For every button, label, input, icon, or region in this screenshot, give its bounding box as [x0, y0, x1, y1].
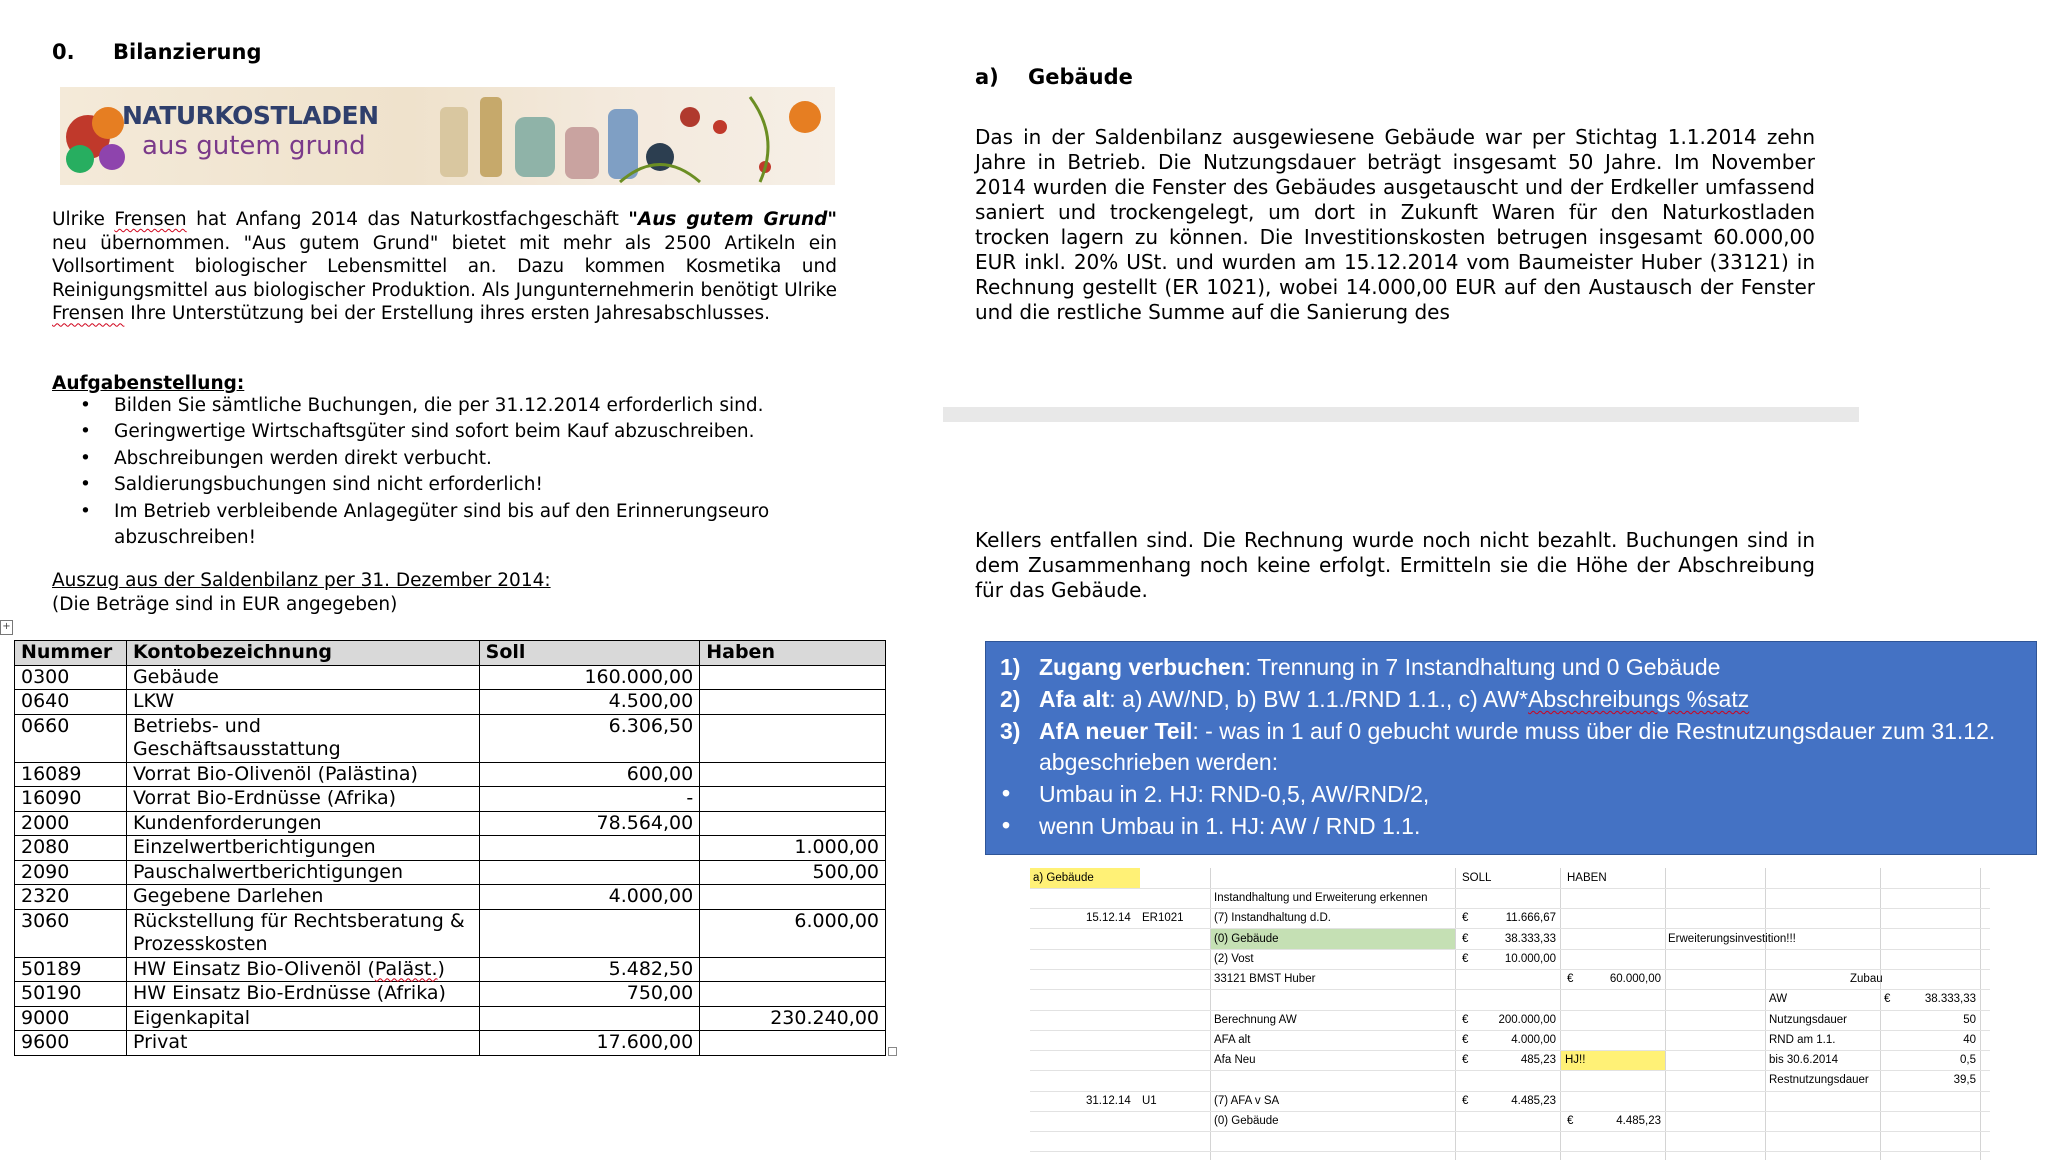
sheet-cell-currency: € [1462, 953, 1469, 965]
solution-steps-box [985, 641, 2037, 855]
cell-haben [700, 714, 886, 762]
cell-account [126, 957, 479, 982]
intro-text-2: neu übernommen. "Aus gutem Grund" bietet mit mehr als 2500 Artikeln ein Vollsortiment biologischer Lebensmittel an. Dazu kommen Kosmetika und Reinigungsmittel aus biologischer Produktion. Als Jungunternehmerin benötigt Ulrike [52, 232, 837, 301]
cell-soll [479, 860, 700, 885]
cell-soll: 600,00 [479, 762, 700, 787]
task-item: • Saldierungsbuchungen sind nicht erforderlich! [60, 472, 850, 498]
balance-table [14, 640, 886, 1056]
step-number: 3) [1000, 718, 1021, 744]
task-item: • Im Betrieb verbleibende Anlagegüter sind bis auf den Erinnerungseuro abzuschreiben! [60, 499, 850, 552]
building-paragraph-2: Kellers entfallen sind. Die Rechnung wurde noch nicht bezahlt. Buchungen sind in dem Zusammenhang noch keine erfolgt. Ermitteln sie die Höhe der Abschreibung für das Gebäude. [975, 528, 1815, 602]
bullet-item-2: wenn Umbau in 1. HJ: AW / RND 1.1. [1039, 813, 1421, 839]
sheet-side-currency: € [1884, 993, 1891, 1005]
cell-account: LKW [126, 690, 479, 715]
table-row [15, 836, 886, 861]
sheet-soll-header: SOLL [1462, 872, 1492, 884]
cell-account-text: HW Einsatz Bio-Olivenöl ( [132, 957, 375, 980]
cell-haben: 230.240,00 [700, 1006, 886, 1031]
cell-soll: 750,00 [479, 982, 700, 1007]
sheet-title: a) Gebäude [1033, 872, 1094, 884]
table-row [15, 690, 886, 715]
intro-paragraph [52, 208, 837, 326]
cell-haben [700, 787, 886, 812]
intro-text-3: Ihre Unterstützung bei der Erstellung ihres ersten Jahresabschlusses. [130, 303, 770, 325]
step-3 [1039, 716, 1995, 746]
sheet-cell-currency: € [1567, 1115, 1574, 1127]
building-paragraph-1: Das in der Saldenbilanz ausgewiesene Gebäude war per Stichtag 1.1.2014 zehn Jahre in Betrieb. Die Nutzungsdauer beträgt insgesamt 50 Jahre. Im November 2014 wurden die Fenster des Gebäudes ausgetauscht und der Erdkeller umfassend saniert und trockengelegt, um dort in Zukunft Waren für den Naturkostladen trocken lagern zu können. Die Investitionskosten betrugen insgesamt 60.000,00 EUR inkl. 20% USt. und wurden am 15.12.2014 vom Baumeister Huber (33121) in Rechnung gestellt (ER 1021), wobei 14.000,00 EUR auf den Austausch der Fenster und die restliche Summe auf die Sanierung des [975, 125, 1815, 324]
sheet-side-label: bis 30.6.2014 [1769, 1054, 1839, 1066]
step-2-title: Afa alt [1039, 686, 1110, 712]
sheet-cell-soll: 11.666,67 [1505, 912, 1556, 924]
cell-soll [479, 836, 700, 861]
task-item: • Bilden Sie sämtliche Buchungen, die per 31.12.2014 erforderlich sind. [60, 393, 850, 419]
sheet-cell-date: 31.12.14 [1086, 1095, 1131, 1107]
cell-haben [700, 665, 886, 690]
spreadsheet-snippet [1030, 868, 1990, 1160]
sheet-cell-currency: € [1462, 1014, 1469, 1026]
sheet-cell: 33121 BMST Huber [1214, 973, 1316, 985]
task-heading: Aufgabenstellung: [52, 373, 245, 394]
step-3-text: : - was in 1 auf 0 gebucht wurde muss über die Restnutzungsdauer zum 31.12. [1192, 718, 1996, 744]
step-number: 2) [1000, 686, 1021, 712]
table-move-handle[interactable]: + [0, 620, 13, 635]
table-row [15, 1006, 886, 1031]
sheet-cell-soll: 4.485,23 [1511, 1095, 1556, 1107]
cell-haben [700, 690, 886, 715]
cell-haben [700, 982, 886, 1007]
task-item: • Geringwertige Wirtschaftsgüter sind sofort beim Kauf abzuschreiben. [60, 419, 850, 445]
sheet-cell-currency: € [1462, 1095, 1469, 1107]
cell-account: Rückstellung für Rechtsberatung & Prozesskosten [126, 909, 479, 957]
section-title: Bilanzierung [113, 40, 262, 64]
sheet-side-label: AW [1769, 993, 1788, 1005]
cell-haben [700, 762, 886, 787]
sheet-cell: Berechnung AW [1214, 1014, 1297, 1026]
banner-logo-line2: aus gutem grund [142, 131, 366, 161]
sheet-cell: (0) Gebäude [1214, 933, 1279, 945]
cell-account: Vorrat Bio-Olivenöl (Palästina) [126, 762, 479, 787]
sheet-cell-note: Erweiterungsinvestition!!! [1668, 933, 1796, 945]
sheet-cell-currency: € [1462, 912, 1469, 924]
sheet-cell: Instandhaltung und Erweiterung erkennen [1214, 892, 1428, 904]
cell-number: 2320 [15, 885, 127, 910]
sheet-cell-soll: 4.000,00 [1511, 1034, 1556, 1046]
cell-soll: 78.564,00 [479, 811, 700, 836]
sheet-side-value: 39,5 [1953, 1074, 1976, 1086]
intro-surname: Frensen [114, 209, 187, 230]
sheet-side-label: Restnutzungsdauer [1769, 1074, 1869, 1086]
table-row [15, 762, 886, 787]
step-3-title: AfA neuer Teil [1039, 718, 1193, 744]
balance-table-body [15, 665, 886, 1055]
col-header-haben: Haben [700, 641, 886, 666]
sheet-cell-soll: 200.000,00 [1498, 1014, 1556, 1026]
cell-account: Gegebene Darlehen [126, 885, 479, 910]
cell-account: Vorrat Bio-Erdnüsse (Afrika) [126, 787, 479, 812]
cell-account-text: ) [437, 957, 445, 980]
cell-soll [479, 1006, 700, 1031]
table-row [15, 957, 886, 982]
section-number: 0. [52, 40, 75, 64]
sheet-side-value: 0,5 [1960, 1054, 1976, 1066]
cell-number: 2090 [15, 860, 127, 885]
cell-number: 9000 [15, 1006, 127, 1031]
sheet-cell: Afa Neu [1214, 1054, 1256, 1066]
right-section-title: Gebäude [1028, 65, 1133, 89]
cell-account: HW Einsatz Bio-Erdnüsse (Afrika) [126, 982, 479, 1007]
bullet-dot: • [1002, 780, 1011, 806]
sheet-haben-header: HABEN [1567, 872, 1607, 884]
cell-number: 3060 [15, 909, 127, 957]
table-row [15, 885, 886, 910]
cell-account: Gebäude [126, 665, 479, 690]
cell-haben: 1.000,00 [700, 836, 886, 861]
excerpt-title: Auszug aus der Saldenbilanz per 31. Dezember 2014: [52, 570, 551, 591]
page-break [943, 407, 1859, 422]
cell-number: 9600 [15, 1031, 127, 1056]
cell-soll: 17.600,00 [479, 1031, 700, 1056]
cell-haben: 500,00 [700, 860, 886, 885]
step-2 [1039, 684, 1749, 714]
right-section-label: a) [975, 65, 999, 89]
col-header-account: Kontobezeichnung [126, 641, 479, 666]
cell-haben [700, 1031, 886, 1056]
cell-account-squig: Paläst. [374, 957, 438, 980]
shop-banner [60, 87, 835, 185]
cell-number: 16089 [15, 762, 127, 787]
sheet-cell: (2) Vost [1214, 953, 1254, 965]
cell-haben: 6.000,00 [700, 909, 886, 957]
step-2-text: : a) AW/ND, b) BW 1.1./RND 1.1., c) AW* [1109, 686, 1529, 712]
sheet-side-value: 50 [1963, 1014, 1976, 1026]
sheet-side-value: 38.333,33 [1924, 993, 1976, 1005]
step-number: 1) [1000, 654, 1021, 680]
sheet-cell-date: 15.12.14 [1086, 912, 1131, 924]
table-row [15, 982, 886, 1007]
table-resize-handle[interactable] [888, 1047, 897, 1056]
sheet-side-label: RND am 1.1. [1769, 1034, 1836, 1046]
table-row [15, 860, 886, 885]
cell-soll: 5.482,50 [479, 957, 700, 982]
bullet-dot: • [1002, 812, 1011, 838]
cell-account: Betriebs- und Geschäftsausstattung [126, 714, 479, 762]
sheet-cell-haben: 60.000,00 [1609, 973, 1661, 985]
sheet-cell-currency: € [1567, 973, 1574, 985]
cell-account: Eigenkapital [126, 1006, 479, 1031]
cell-account: Kundenforderungen [126, 811, 479, 836]
sheet-cell-currency: € [1462, 1034, 1469, 1046]
cell-number: 50189 [15, 957, 127, 982]
cell-haben [700, 885, 886, 910]
sheet-cell: (0) Gebäude [1214, 1115, 1279, 1127]
col-header-soll: Soll [479, 641, 700, 666]
cell-haben [700, 957, 886, 982]
cell-number: 0640 [15, 690, 127, 715]
banner-logo-line1: NATURKOSTLADEN [122, 101, 379, 130]
cell-number: 2080 [15, 836, 127, 861]
step-1-text: : Trennung in 7 Instandhaltung und 0 Gebäude [1244, 654, 1721, 680]
cell-account: Einzelwertberichtigungen [126, 836, 479, 861]
table-row [15, 665, 886, 690]
cell-soll: - [479, 787, 700, 812]
intro-surname-2: Frensen [52, 303, 125, 325]
cell-soll: 4.500,00 [479, 690, 700, 715]
cell-soll: 4.000,00 [479, 885, 700, 910]
bullet-item-1: Umbau in 2. HJ: RND-0,5, AW/RND/2, [1039, 781, 1430, 807]
intro-name: Ulrike [52, 209, 105, 230]
cell-number: 0660 [15, 714, 127, 762]
cell-account: Privat [126, 1031, 479, 1056]
cell-soll: 160.000,00 [479, 665, 700, 690]
cell-number: 16090 [15, 787, 127, 812]
table-row [15, 714, 886, 762]
task-item: • Abschreibungen werden direkt verbucht. [60, 446, 850, 472]
excerpt-note: (Die Beträge sind in EUR angegeben) [52, 594, 398, 615]
sheet-cell-soll: 10.000,00 [1504, 953, 1556, 965]
step-1 [1039, 652, 1720, 682]
sheet-side-value: 40 [1963, 1034, 1976, 1046]
cell-account: Pauschalwertberichtigungen [126, 860, 479, 885]
cell-number: 50190 [15, 982, 127, 1007]
col-header-number: Nummer [15, 641, 127, 666]
cell-soll: 6.306,50 [479, 714, 700, 762]
sheet-cell: AFA alt [1214, 1034, 1251, 1046]
sheet-cell-flag: HJ!! [1565, 1054, 1586, 1066]
intro-text-1: hat Anfang 2014 das Naturkostfachgeschäft [196, 209, 619, 230]
cell-soll [479, 909, 700, 957]
cell-number: 0300 [15, 665, 127, 690]
table-row [15, 1031, 886, 1056]
cell-number: 2000 [15, 811, 127, 836]
sheet-cell: (7) Instandhaltung d.D. [1214, 912, 1331, 924]
cell-haben [700, 811, 886, 836]
sheet-side-title: Zubau [1850, 973, 1883, 985]
sheet-cell-currency: € [1462, 933, 1469, 945]
step-1-title: Zugang verbuchen [1039, 654, 1245, 680]
step-3-continuation: abgeschrieben werden: [1039, 749, 1279, 775]
table-row [15, 909, 886, 957]
sheet-cell-soll: 485,23 [1520, 1054, 1556, 1066]
sheet-cell-doc: U1 [1142, 1095, 1157, 1107]
table-row [15, 811, 886, 836]
sheet-cell-doc: ER1021 [1142, 912, 1184, 924]
sheet-cell: (7) AFA v SA [1214, 1095, 1280, 1107]
sheet-side-label: Nutzungsdauer [1769, 1014, 1847, 1026]
sheet-cell-haben: 4.485,23 [1616, 1115, 1661, 1127]
task-list [60, 393, 850, 551]
table-row [15, 787, 886, 812]
sheet-cell-currency: € [1462, 1054, 1469, 1066]
sheet-cell-soll: 38.333,33 [1504, 933, 1556, 945]
step-2-squig: Abschreibungs %satz [1528, 686, 1750, 712]
intro-shop-name: "Aus gutem Grund" [628, 209, 838, 230]
